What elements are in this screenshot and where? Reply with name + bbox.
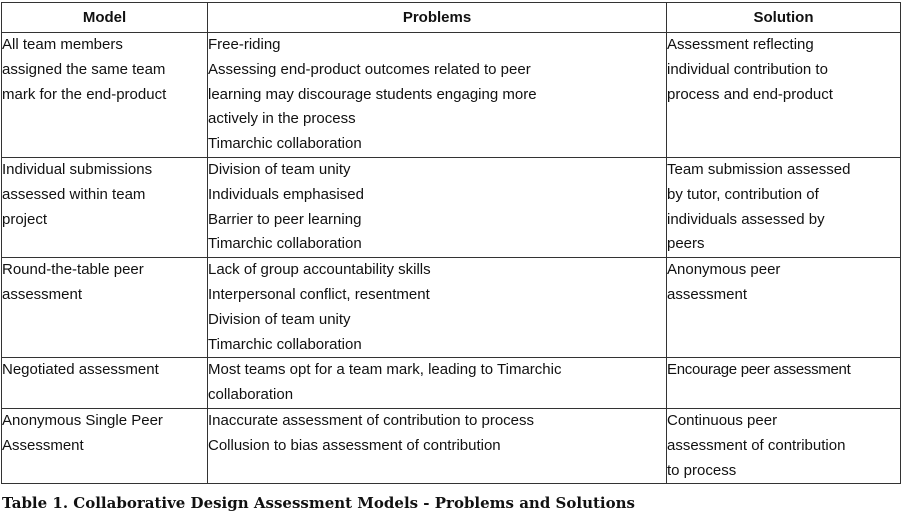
problem-line: actively in the process <box>208 110 356 128</box>
solution-line: individuals assessed by <box>667 210 825 228</box>
problem-line: Division of team unity <box>208 160 351 178</box>
solution-line: to process <box>667 461 737 479</box>
model-line: project <box>2 210 48 228</box>
problem-line: Individuals emphasised <box>208 185 364 203</box>
model-line: Individual submissions <box>2 160 153 178</box>
table-row <box>2 358 901 409</box>
model-line: mark for the end-product <box>2 85 167 103</box>
problem-line: Free-riding <box>208 36 281 53</box>
solution-line: Assessment reflecting <box>667 36 814 53</box>
solution-line: Anonymous peer <box>667 261 781 279</box>
assessment-models-table <box>1 2 901 484</box>
solution-line: Encourage peer assessment <box>667 361 851 379</box>
model-cell <box>2 33 208 158</box>
solution-line: assessment of contribution <box>667 436 846 454</box>
problems-cell <box>208 408 667 483</box>
problems-cell <box>208 258 667 358</box>
header-solution: Solution <box>667 3 901 33</box>
solution-line: individual contribution to <box>667 60 828 78</box>
solution-line: by tutor, contribution of <box>667 185 819 203</box>
problem-line: learning may discourage students engaging more <box>208 85 537 103</box>
header-model: Model <box>2 3 208 33</box>
problems-cell <box>208 358 667 409</box>
model-line: Negotiated assessment <box>2 361 159 379</box>
header-problems: Problems <box>208 3 667 33</box>
model-line: Assessment <box>2 436 84 454</box>
model-line: assessment <box>2 285 83 303</box>
solution-cell <box>667 157 901 257</box>
solution-cell <box>667 358 901 409</box>
problem-line: Most teams opt for a team mark, leading to Timarchic <box>208 361 562 379</box>
problems-cell <box>208 33 667 158</box>
table-row <box>2 157 901 257</box>
model-line: Anonymous Single Peer <box>2 411 163 429</box>
solution-line: process and end-product <box>667 85 833 103</box>
model-cell <box>2 408 208 483</box>
solution-line: assessment <box>667 285 748 303</box>
model-cell <box>2 157 208 257</box>
solution-line: Continuous peer <box>667 411 778 429</box>
solution-cell <box>667 408 901 483</box>
problem-line: Assessing end-product outcomes related to peer <box>208 60 531 78</box>
problem-line: Division of team unity <box>208 310 351 328</box>
model-line: assigned the same team <box>2 60 166 78</box>
model-cell <box>2 258 208 358</box>
problem-line: Barrier to peer learning <box>208 210 362 228</box>
model-cell <box>2 358 208 409</box>
problems-cell <box>208 157 667 257</box>
model-line: All team members <box>2 36 123 53</box>
solution-line: peers <box>667 235 705 253</box>
problem-line: collaboration <box>208 386 294 404</box>
solution-cell <box>667 33 901 158</box>
model-line: Round-the-table peer <box>2 261 144 279</box>
problem-line: Inaccurate assessment of contribution to process <box>208 411 535 429</box>
problem-line: Collusion to bias assessment of contribution <box>208 436 501 454</box>
problem-line: Interpersonal conflict, resentment <box>208 285 430 303</box>
table-row <box>2 258 901 358</box>
table-row <box>2 408 901 483</box>
table-row <box>2 33 901 158</box>
problem-line: Lack of group accountability skills <box>208 261 431 279</box>
header-row <box>2 3 901 33</box>
model-line: assessed within team <box>2 185 146 203</box>
problem-line: Timarchic collaboration <box>208 235 362 253</box>
problem-line: Timarchic collaboration <box>208 335 362 353</box>
solution-cell <box>667 258 901 358</box>
problem-line: Timarchic collaboration <box>208 135 362 153</box>
table-caption: Table 1. Collaborative Design Assessment Models - Problems and Solutions <box>2 494 635 512</box>
solution-line: Team submission assessed <box>667 160 851 178</box>
